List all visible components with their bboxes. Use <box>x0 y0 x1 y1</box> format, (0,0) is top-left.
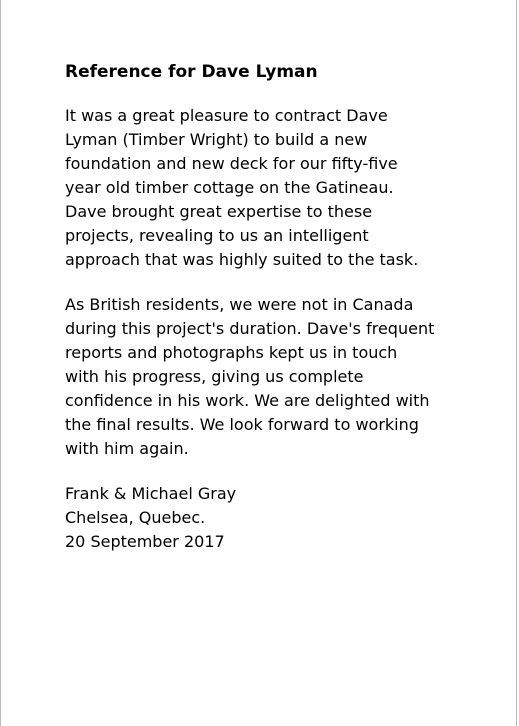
signatory-name: Frank & Michael Gray <box>65 484 237 503</box>
text-line: approach that was highly suited to the task. <box>65 250 419 269</box>
signature-date: 20 September 2017 <box>65 532 225 551</box>
text-line: projects, revealing to us an intelligent <box>65 226 369 245</box>
paragraph-1 <box>65 104 485 272</box>
text-line: Dave brought great expertise to these <box>65 202 373 221</box>
text-line: reports and photographs kept us in touch <box>65 343 398 362</box>
signatory-location: Chelsea, Quebec. <box>65 508 206 527</box>
text-line: As British residents, we were not in Canada <box>65 295 414 314</box>
text-line: during this project's duration. Dave's frequent <box>65 319 435 338</box>
text-line: with his progress, giving us complete <box>65 367 364 386</box>
signature-block <box>65 482 485 554</box>
text-line: Lyman (Timber Wright) to build a new <box>65 130 368 149</box>
text-line: year old timber cottage on the Gatineau. <box>65 178 394 197</box>
text-line: It was a great pleasure to contract Dave <box>65 106 388 125</box>
paragraph-2 <box>65 293 485 461</box>
document-title: Reference for Dave Lyman <box>65 62 318 82</box>
text-line: confidence in his work. We are delighted with <box>65 391 430 410</box>
document-body <box>65 61 485 554</box>
text-line: foundation and new deck for our fifty-five <box>65 154 398 173</box>
text-line: with him again. <box>65 439 189 458</box>
text-line: the final results. We look forward to working <box>65 415 419 434</box>
